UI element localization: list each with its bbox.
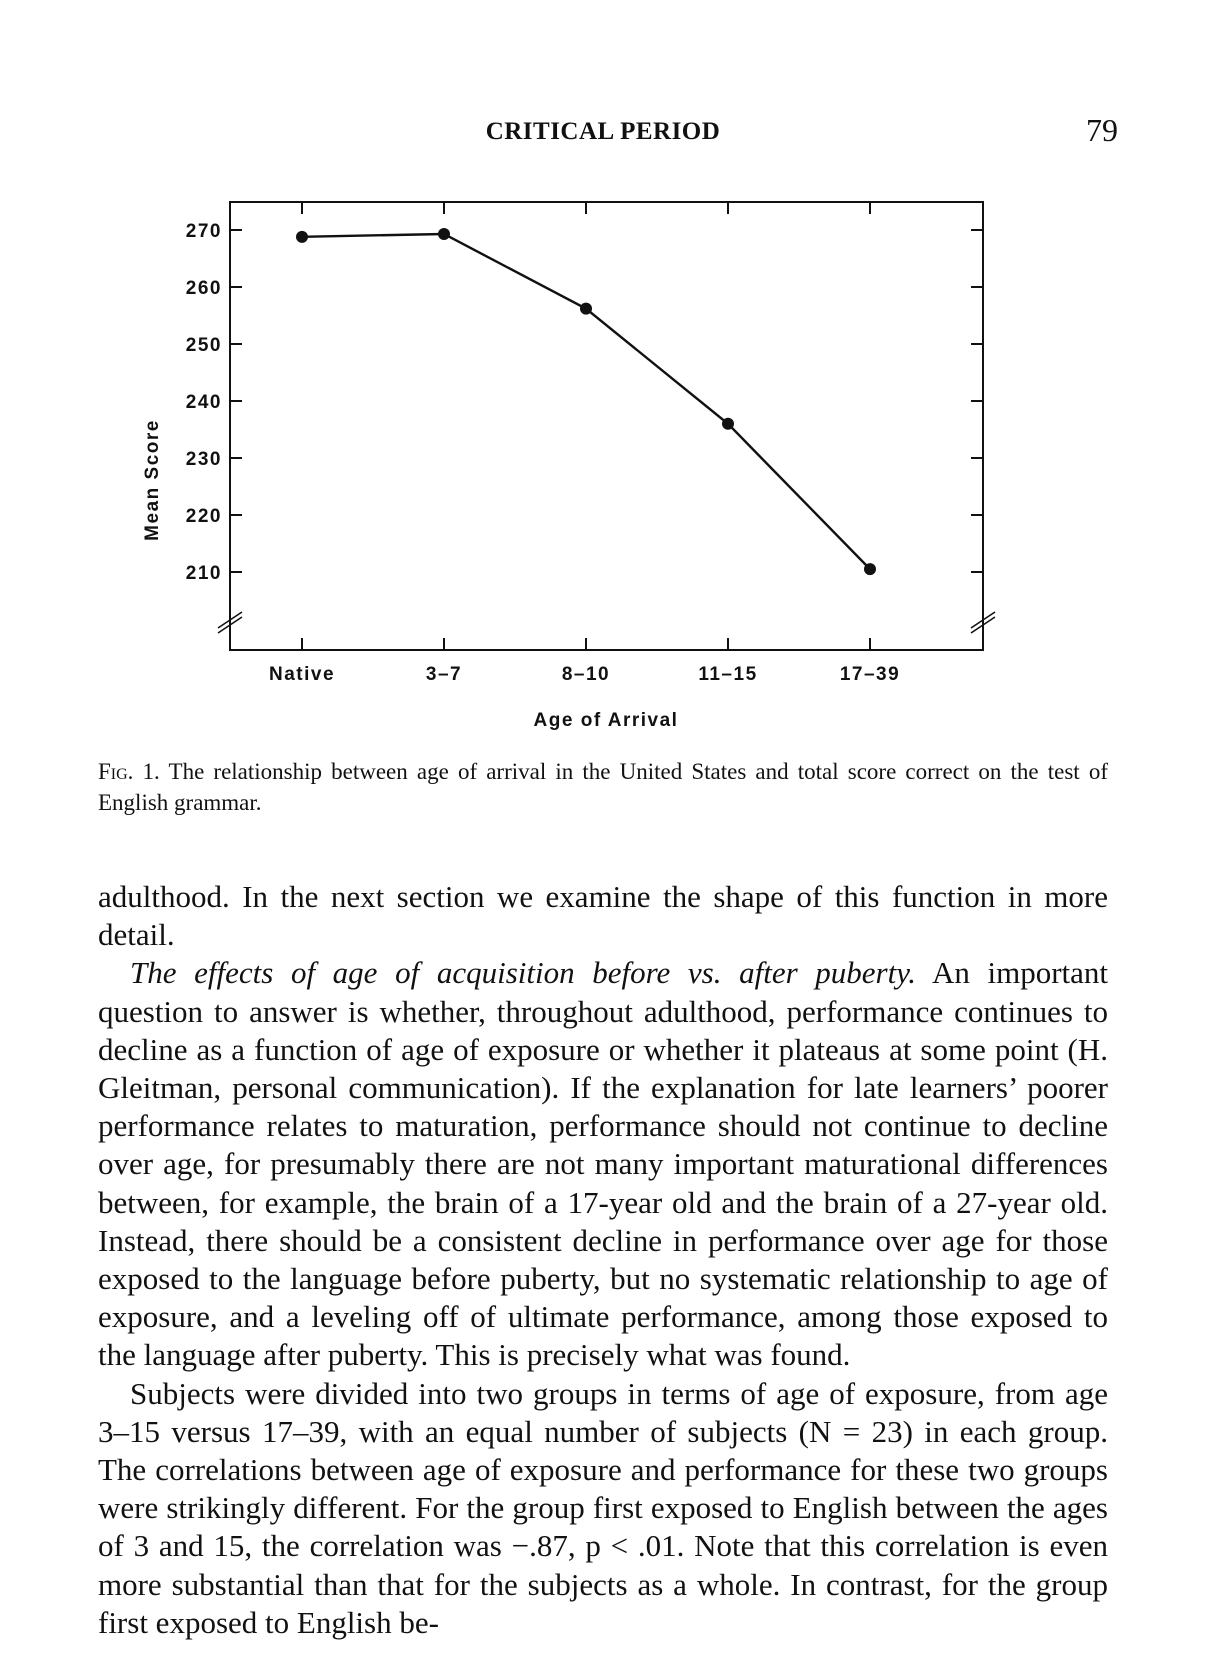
x-tick-label: 11–15 — [698, 664, 758, 685]
y-tick-label: 260 — [185, 278, 222, 299]
running-head: CRITICAL PERIOD — [485, 118, 721, 145]
x-tick-label: 8–10 — [561, 664, 611, 685]
y-axis-label: Mean Score — [142, 419, 163, 541]
paragraph-2-text: An important question to answer is whether, throughout adulthood, performance continues to decline as a function of age of exposure or whether it plateaus at some point (H. Gleitman, personal communication). If the explanation for late learners’ poorer performance relates to maturation, performance should not continue to decline over age, for presumably there are not many important maturational differences between, for example, the brain of a 17-year old and the brain of a 27-year old. Instead, there should be a consistent decline in performance over age for those exposed to the language before puberty, but no systematic relationship to age of exposure, and a leveling off of ultimate performance, among those exposed to the language after puberty. This is precisely what was found. — [98, 955, 1109, 1373]
page-header — [0, 112, 1206, 152]
plot-frame — [230, 202, 983, 650]
body-text — [98, 878, 1108, 1642]
axis-break-marks — [218, 612, 995, 633]
figure-1-line-chart — [0, 180, 1206, 740]
y-tick-label: 250 — [185, 335, 222, 356]
y-tick-label: 230 — [185, 449, 222, 470]
figure-caption-text: The relationship between age of arrival in the United States and total score correct on the test of English grammar. — [98, 759, 1108, 815]
figure-caption-label: Fig. 1. — [98, 759, 160, 784]
y-tick-label: 270 — [185, 221, 222, 242]
x-axis — [269, 202, 900, 685]
data-point — [580, 303, 592, 315]
data-point — [438, 228, 450, 240]
page-number: 79 — [1086, 112, 1118, 148]
series-group — [296, 228, 876, 575]
y-axis — [186, 221, 983, 584]
paragraph-1: adulthood. In the next section we examine the shape of this function in more detail. — [98, 879, 1108, 953]
x-tick-label: 3–7 — [425, 664, 463, 685]
x-tick-label: Native — [268, 664, 336, 685]
section-heading: The effects of age of acquisition before vs. after puberty. — [130, 955, 917, 991]
figure-caption — [98, 756, 1108, 818]
series-line — [302, 234, 870, 569]
y-tick-label: 240 — [185, 392, 222, 413]
x-axis-label: Age of Arrival — [533, 710, 679, 731]
y-tick-label: 220 — [185, 506, 222, 527]
data-point — [296, 231, 308, 243]
x-tick-label: 17–39 — [839, 664, 901, 685]
data-point — [722, 418, 734, 430]
paragraph-2 — [98, 954, 1108, 1374]
paragraph-3: Subjects were divided into two groups in terms of age of exposure, from age 3–15 versus 17–39, with an equal number of subjects (N = 23) in each group. The correlations between age of exposure and performance for these two groups were strikingly different. For the group first exposed to English between the ages of 3 and 15, the correlation was −.87, p < .01. Note that this correlation is even more substantial than that for the subjects as a whole. In contrast, for the group first exposed to English be- — [98, 1375, 1108, 1640]
y-tick-label: 210 — [185, 563, 222, 584]
data-point — [864, 563, 876, 575]
